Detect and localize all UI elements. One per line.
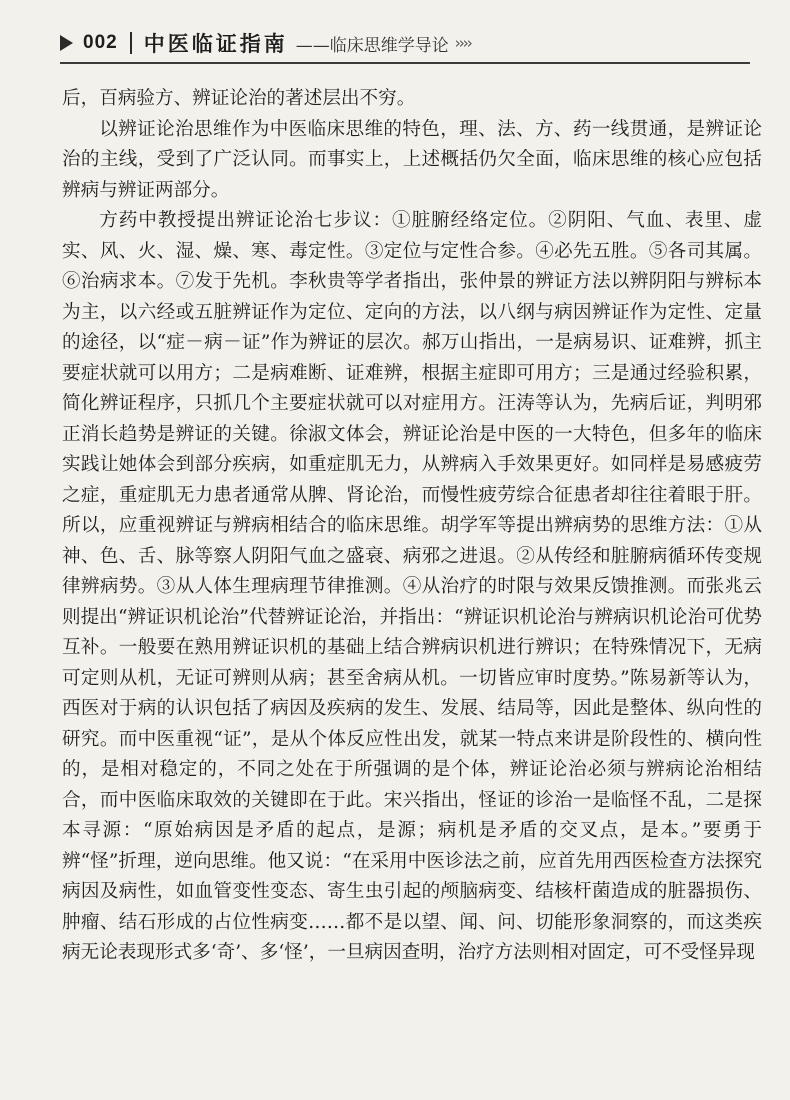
paragraph-3: 方药中教授提出辨证论治七步议：①脏腑经络定位。②阴阳、气血、表里、虚实、风、火、湿、燥、寒、毒定性。③定位与定性合参。④必先五胜。⑤各司其属。⑥治病求本。⑦发于先机。李秋贵等学者指出，张仲景的辨证方法以辨阴阳与辨标本为主，以六经或五脏辨证作为定位、定向的方法，以八纲与病因辨证作为定性、定量的途径，以“症－病－证”作为辨证的层次。郝万山指出，一是病易识、证难辨，抓主要症状就可以用方；二是病难断、证难辨，根据主症即可用方；三是通过经验积累，简化辨证程序，只抓几个主要症状就可以对症用方。汪涛等认为，先病后证，判明邪正消长趋势是辨证的关键。徐淑文体会，辨证论治是中医的一大特色，但多年的临床实践让她体会到部分疾病，如重症肌无力，从辨病入手效果更好。如同样是易感疲劳之症，重症肌无力患者通常从脾、肾论治，而慢性疲劳综合征患者却往往着眼于肝。所以，应重视辨证与辨病相结合的临床思维。胡学军等提出辨病势的思维方法：①从神、色、舌、脉等察人阴阳气血之盛衰、病邪之进退。②从传经和脏腑病循环传变规律辨病势。③从人体生理病理节律推测。④从治疗的时限与效果反馈推测。而张兆云则提出“辨证识机论治”代替辨证论治，并指出：“辨证识机论治与辨病识机论治可优势互补。一般要在熟用辨证识机的基础上结合辨病识机进行辨识；在特殊情况下，无病可定则从机，无证可辨则从病；甚至舍病从机。一切皆应审时度势。”陈易新等认为，西医对于病的认识包括了病因及疾病的发生、发展、结局等，因此是整体、纵向性的研究。而中医重视“证”，是从个体反应性出发，就某一特点来讲是阶段性的、横向性的，是相对稳定的，不同之处在于所强调的是个体，辨证论治必须与辨病论治相结合，而中医临床取效的关键即在于此。宋兴指出，怪证的诊治一是临怪不乱，二是探本寻源：“原始病因是矛盾的起点，是源；病机是矛盾的交叉点，是本。”要勇于辨“怪”折理，逆向思维。他又说：“在采用中医诊法之前，应首先用西医检查方法探究病因及病性，如血管变性变态、寄生虫引起的颅脑病变、结核杆菌造成的脏器损伤、肿瘤、结石形成的占位性病变……都不是以望、闻、问、切能形象洞察的，而这类疾病无论表现形式多‘奇’、多‘怪’，一旦病因查明，治疗方法则相对固定，可不受怪异现 <box>62 210 762 963</box>
triangle-marker-icon <box>60 35 73 51</box>
header-divider <box>130 32 132 54</box>
book-title: 中医临证指南 <box>143 31 288 56</box>
page-number: 002 <box>83 32 118 53</box>
paragraph-1: 后，百病验方、辨证论治的著述层出不穷。 <box>62 88 416 109</box>
paragraph-2: 以辨证论治思维作为中医临床思维的特色，理、法、方、药一线贯通，是辨证论治的主线，受到了广泛认同。而事实上，上述概括仍欠全面，临床思维的核心应包括辨病与辨证两部分。 <box>62 118 762 201</box>
chevron-decoration-icon: ›››› <box>454 34 471 52</box>
book-subtitle: ——临床思维学导论 <box>295 35 449 56</box>
body-text <box>62 84 762 969</box>
running-header <box>60 28 750 64</box>
